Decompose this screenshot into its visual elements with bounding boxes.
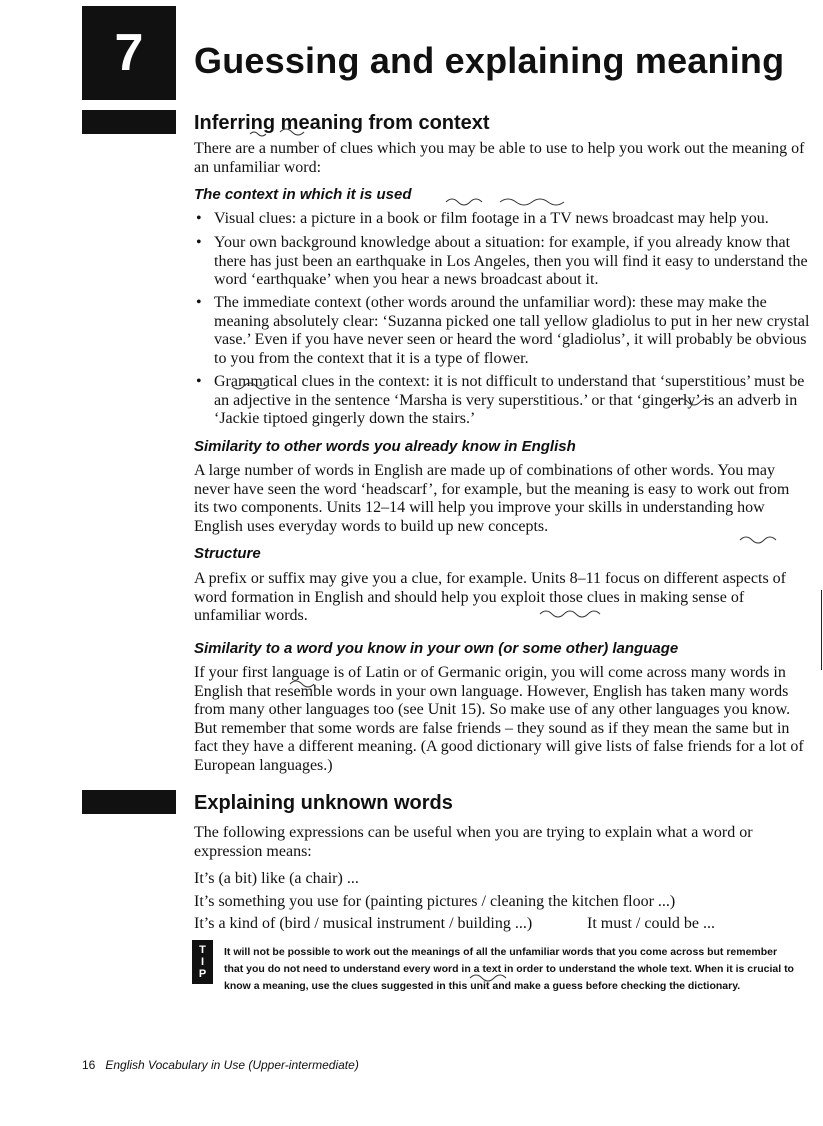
section-a-intro: There are a number of clues which you may be able to use to help you work out the meaning of an unfamiliar word: xyxy=(194,140,805,176)
expression-kind-of: It’s a kind of (bird / musical instrument / building ...) xyxy=(194,915,533,932)
tip-text: It will not be possible to work out the meanings of all the unfamiliar words that you come across but remember that you do not need to understand every word in a text in order to understand the whole text. When it is crucial to know a meaning, use the clues suggested in this unit and make a guess before checking the dictionary. xyxy=(224,946,794,992)
tip-letter-t: T xyxy=(199,944,206,956)
subheading-own-language: Similarity to a word you know in your own (or some other) language xyxy=(194,640,679,657)
section-b-intro: The following expressions can be useful when you are trying to explain what a word or expression means: xyxy=(194,824,753,860)
bullet-visual-clues: • Visual clues: a picture in a book or film footage in a TV news broadcast may help you. xyxy=(196,210,810,229)
expression-use-for: It’s something you use for (painting pictures / cleaning the kitchen floor ...) xyxy=(194,893,676,910)
book-title: English Vocabulary in Use (Upper-intermediate) xyxy=(105,1058,359,1072)
section-b-heading: Explaining unknown words xyxy=(194,792,453,814)
bullet-immediate-context: • The immediate context (other words around the unfamiliar word): these may make the meaning absolutely clear: ‘Suzanna picked one tall yellow gladiolus to put in her new crystal vase.’ Even if you have never seen or heard the word ‘gladiolus’, it will probably be obvious to you from the context that it is a type of flower. xyxy=(196,294,810,368)
similarity-english-text: A large number of words in English are made up of combinations of other words. You may never have seen the word ‘headscarf’, for example, but the meaning is easy to work out from its two components. Units 12–14 will help you improve your skills in understanding how English uses everyday words to build up new concepts. xyxy=(194,462,790,535)
tip-letter-i: I xyxy=(200,956,205,968)
expression-like: It’s (a bit) like (a chair) ... xyxy=(194,870,359,887)
unit-number: 7 xyxy=(114,24,144,82)
structure-text: A prefix or suffix may give you a clue, for example. Units 8–11 focus on different aspects of word formation in English and should help you exploit those clues in making sense of unfamiliar words. xyxy=(194,570,786,624)
tip-letter-p: P xyxy=(198,968,207,980)
page-number: 16 xyxy=(82,1058,96,1072)
page-edge-mark xyxy=(821,590,822,670)
own-language-text: If your first language is of Latin or of Germanic origin, you will come across many words in English that resemble words in your own language. However, English has taken many words from many other languages too (see Unit 15). So make use of any other languages you know. But remember that some words are false friends – they sound as if they mean the same but in fact they have a different meaning. (A good dictionary will give lists of false friends for a lot of European languages.) xyxy=(194,664,804,774)
subheading-context: The context in which it is used xyxy=(194,186,412,203)
bullet-background-knowledge: • Your own background knowledge about a situation: for example, if you already know that there has just been an earthquake in Los Angeles, then you will find it easy to understand the word ‘earthquake’ when you hear a news broadcast about it. xyxy=(196,234,810,290)
section-a-heading: Inferring meaning from context xyxy=(194,112,490,134)
subheading-similarity-english: Similarity to other words you already know in English xyxy=(194,438,576,455)
subheading-structure: Structure xyxy=(194,545,261,562)
bullet-grammatical-clues: • Grammatical clues in the context: it is not difficult to understand that ‘superstitious’ must be an adjective in the sentence ‘Marsha is very superstitious.’ or that ‘gingerly’ is an adverb in ‘Jackie tiptoed gingerly down the stairs.’ xyxy=(196,373,810,429)
page-title: Guessing and explaining meaning xyxy=(194,40,785,81)
expression-must-be: It must / could be ... xyxy=(587,915,715,932)
